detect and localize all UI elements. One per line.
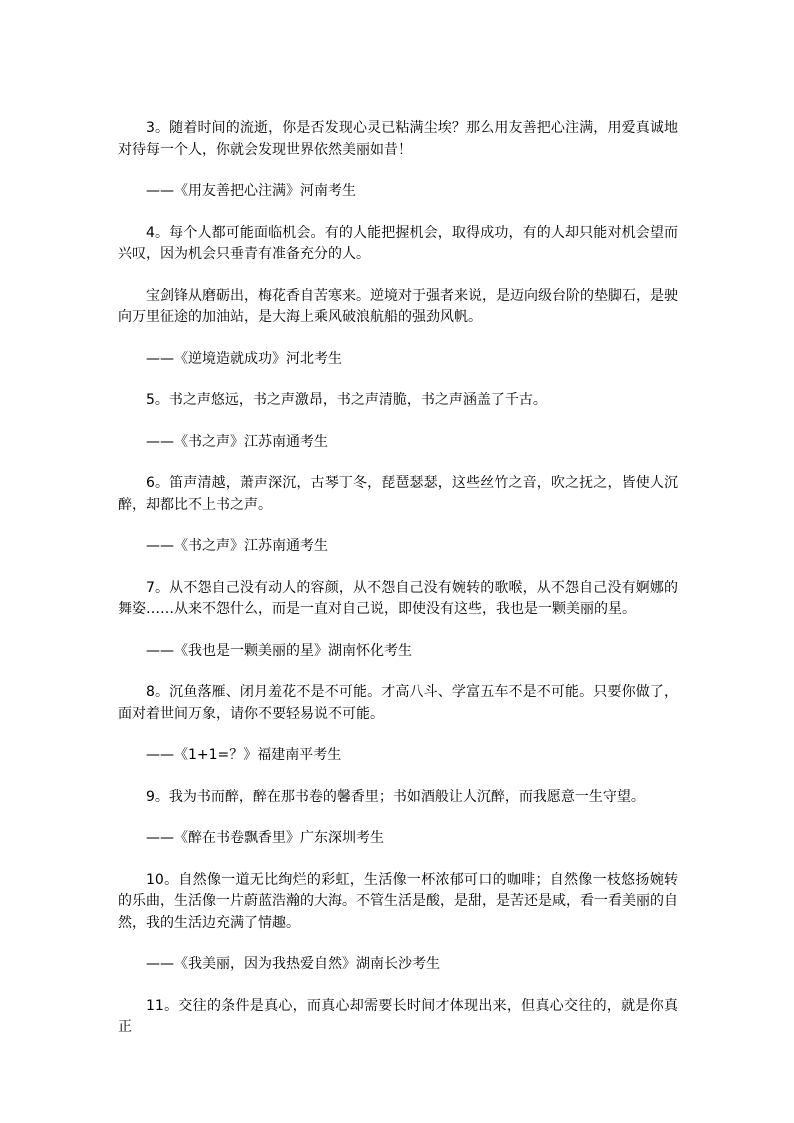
paragraph-5: 5。书之声悠远，书之声激昂，书之声清脆，书之声涵盖了千古。 <box>146 392 547 408</box>
source-line: ——《用友善把心注满》河南考生 <box>146 183 356 199</box>
paragraph-6: 6。笛声清越，萧声深沉，古琴丁冬，琵琶瑟瑟，这些丝竹之音，吹之抚之，皆使人沉醉，却都比不上书之声。 <box>118 475 678 513</box>
paragraph-7: 7。从不怨自己没有动人的容颜，从不怨自己没有婉转的歌喉，从不怨自己没有婀娜的舞姿……从来不怨什么，而是一直对自己说，即使没有这些，我也是一颗美丽的星。 <box>118 579 678 617</box>
source-line: ——《书之声》江苏南通考生 <box>146 433 328 450</box>
paragraph-4: 4。每个人都可能面临机会。有的人能把握机会，取得成功，有的人却只能对机会望而兴叹，因为机会只垂青有准备充分的人。 <box>118 224 678 262</box>
source-line: ——《1+1=？》福建南平考生 <box>146 747 342 763</box>
source-line: ——《我也是一颗美丽的星》湖南怀化考生 <box>146 642 412 659</box>
paragraph-10: 10。自然像一道无比绚烂的彩虹，生活像一杯浓郁可口的咖啡；自然像一枝悠扬婉转的乐曲，生活像一片蔚蓝浩瀚的大海。不管生活是酸，是甜，是苦还是咸，看一看美丽的自然，我的生活边充满了情趣。 <box>118 871 678 931</box>
paragraph-8: 8。沉鱼落雁、闭月羞花不是不可能。才高八斗、学富五车不是不可能。只要你做了，面对着世间万象，请你不要轻易说不可能。 <box>118 684 678 722</box>
paragraph-11: 11。交往的条件是真心，而真心却需要长时间才体现出来，但真心交往的，就是你真正 <box>118 997 678 1035</box>
source-line: ——《逆境造就成功》河北考生 <box>146 350 342 367</box>
paragraph-9: 9。我为书而醉，醉在那书卷的馨香里；书如酒般让人沉醉，而我愿意一生守望。 <box>146 788 645 805</box>
document-body <box>118 118 678 1039</box>
paragraph-4-continued: 宝剑锋从磨砺出，梅花香自苦寒来。逆境对于强者来说，是迈向级台阶的垫脚石，是驶向万里征途的加油站，是大海上乘风破浪航船的强劲风帆。 <box>118 287 678 325</box>
source-line: ——《书之声》江苏南通考生 <box>146 538 328 554</box>
source-line: ——《我美丽，因为我热爱自然》湖南长沙考生 <box>146 956 440 972</box>
source-line: ——《醉在书卷飘香里》广东深圳考生 <box>146 830 384 846</box>
paragraph-3: 3。随着时间的流逝，你是否发现心灵已粘满尘埃？那么用友善把心注满，用爱真诚地对待每一个人，你就会发现世界依然美丽如昔！ <box>118 120 678 158</box>
